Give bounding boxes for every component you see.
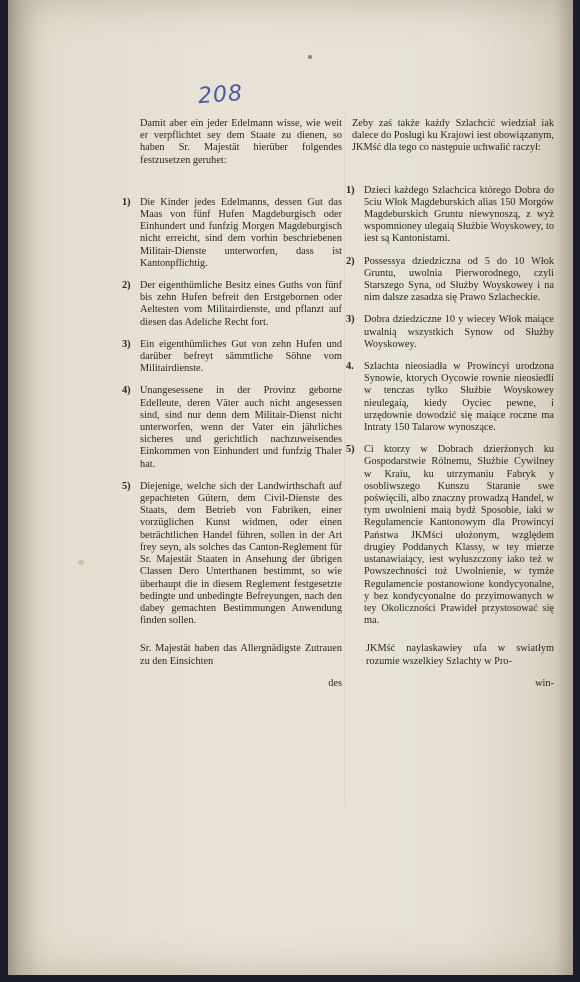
item-text: Diejenige, welche sich der Landwirthschaft auf gepachteten Gütern, dem Civil-Dienste des Staats, dem Betrieb von Fabriken, einer vorzüglichen Kunst widmen, oder einen beträchtlichen Handel führen, sollen in der Art frey seyn, als solches das Canton-Reglement für Sr. Majestät Staaten in Ansehung der übrigen Classen Dero Unterthanen bestimmt, so wie überhaupt die in diesem Reglement festgesetzte bedingte und unbedingte Befreyungen, nach den dabey gemachten Bestimmungen Anwendung finden sollen. bbox=[140, 480, 342, 627]
item-text: Ci ktorzy w Dobrach dzierżonych ku Gospodarstwie Rólnemu, Służbie Cywilney w Kraiu, ku utrzymaniu Fabryk y osobliwszego Kunszu Staranie swe poświęcili, albo znaczny prowadzą Handel, w tym uwolnieni maią bydź Sposobie, iaki w Regulamencie Kantonowym dla Prowincyi Państwa JKMści ułożonym, względem drugiey Poddanych Klassy, w tey mierze ustanawiaiący, iest wyłuszczony iako też w Powszechności toż Uwolnienie, w tymże Regulamencie postanowione kondycyonalne, y bez kondycyonalne do przyimowanych w tey Okoliczności Prawideł przystosować się ma. bbox=[364, 444, 554, 627]
polish-closing: JKMść naylaskawiey ufa w swiatłym rozumie wszelkiey Szlachty w Pro- bbox=[366, 643, 554, 667]
item-number: 5) bbox=[122, 480, 131, 492]
paper-stain bbox=[308, 55, 312, 59]
item-text: Der eigenthümliche Besitz eines Guths von fünf bis zehn Hufen befreit den Erstgebornen oder Aeltesten vom Militairdienste, und pflanzt auf diesen das Adeliche Recht fort. bbox=[140, 280, 342, 328]
item-number: 2) bbox=[346, 255, 355, 267]
german-closing: Sr. Majestät haben das Allergnädigste Zutrauen zu den Einsichten bbox=[140, 643, 342, 667]
polish-intro: Zeby zaś także każdy Szlachcić wiedział iak dalece do Posługi ku Krajowi iest obowiązanym, JKMść dla tego co następuie uchwalić raczył: bbox=[352, 118, 554, 154]
polish-item bbox=[346, 314, 554, 351]
polish-item bbox=[346, 185, 554, 246]
german-item bbox=[122, 339, 342, 376]
german-intro: Damit aber ein jeder Edelmann wisse, wie weit er verpflichtet sey dem Staate zu dienen, so haben Sr. Majestät hierüber folgendes festzusetzen geruhet: bbox=[140, 118, 342, 166]
item-text: Ein eigenthümliches Gut von zehn Hufen und darüber befreyt sämmtliche Söhne vom Militairdienste. bbox=[140, 338, 342, 375]
item-number: 2) bbox=[122, 280, 131, 292]
column-divider bbox=[344, 115, 345, 805]
polish-item bbox=[346, 444, 554, 627]
item-text: Szlachta nieosiadła w Prowincyi urodzona Synowie, ktorych Oycowie rownie nieosiedli w tenczas tylko Służbie Woyskowey nieulegaią, kiedy Oyciec pewne, i urzędownie dowodzić się maiące roczne ma Intraty 150 Talarow wynoszące. bbox=[364, 361, 554, 434]
german-item bbox=[122, 481, 342, 627]
polish-catchword: win- bbox=[535, 678, 554, 690]
item-text: Dobra dziedziczne 10 y wiecey Włok maiące uwalnią wszystkich Synow od Służby Woyskowey. bbox=[364, 314, 554, 350]
item-number: 4) bbox=[122, 385, 131, 397]
item-text: Unangesessene in der Provinz geborne Edelleute, deren Väter auch nicht angesessen sind, sind nur denn dem Militair-Dienst nicht unterworfen, wenn der Vater ein jährliches sicheres und gerichtlich nachzuweisendes Einkommen von Einhundert und funfzig Thaler hat. bbox=[140, 385, 342, 470]
german-item bbox=[122, 197, 342, 270]
item-number: 4. bbox=[346, 361, 354, 373]
folio-number-handwritten: 208 bbox=[197, 80, 244, 110]
german-item bbox=[122, 280, 342, 329]
polish-item bbox=[346, 361, 554, 434]
item-number: 3) bbox=[122, 338, 131, 350]
item-number: 1) bbox=[122, 196, 131, 208]
paper-stain bbox=[78, 560, 84, 565]
polish-item bbox=[346, 256, 554, 305]
item-number: 5) bbox=[346, 444, 355, 456]
item-text: Die Kinder jedes Edelmanns, dessen Gut das Maas von fünf Hufen Magdeburgisch oder Einhundert und funfzig Morgen Magdeburgisch nicht erreicht, sind dem vorhin beschriebenen Militair-Dienste unterworfen, dass ist Kantonpflichtig. bbox=[140, 196, 342, 269]
item-text: Possessya dziedziczna od 5 do 10 Włok Gruntu, uwolnia Pierworodnego, czyli Starszego Syna, od Służby Woyskowey i na nim dalsze zasadza się Prawo Szlacheckie. bbox=[364, 255, 554, 304]
item-text: Dzieci każdego Szlachcica którego Dobra do 5ciu Włok Magdeburskich alias 150 Morgów Magdeburskich Gruntu niewynoszą, z wyż wspomnioney ulegaią Służbie Woyskowey, to iest są Kantonistami. bbox=[364, 184, 554, 245]
document-page bbox=[8, 0, 573, 975]
german-catchword: des bbox=[328, 678, 342, 690]
polish-column bbox=[346, 118, 554, 690]
german-item bbox=[122, 385, 342, 470]
item-number: 1) bbox=[346, 184, 355, 196]
item-number: 3) bbox=[346, 314, 355, 326]
german-column bbox=[122, 118, 342, 690]
